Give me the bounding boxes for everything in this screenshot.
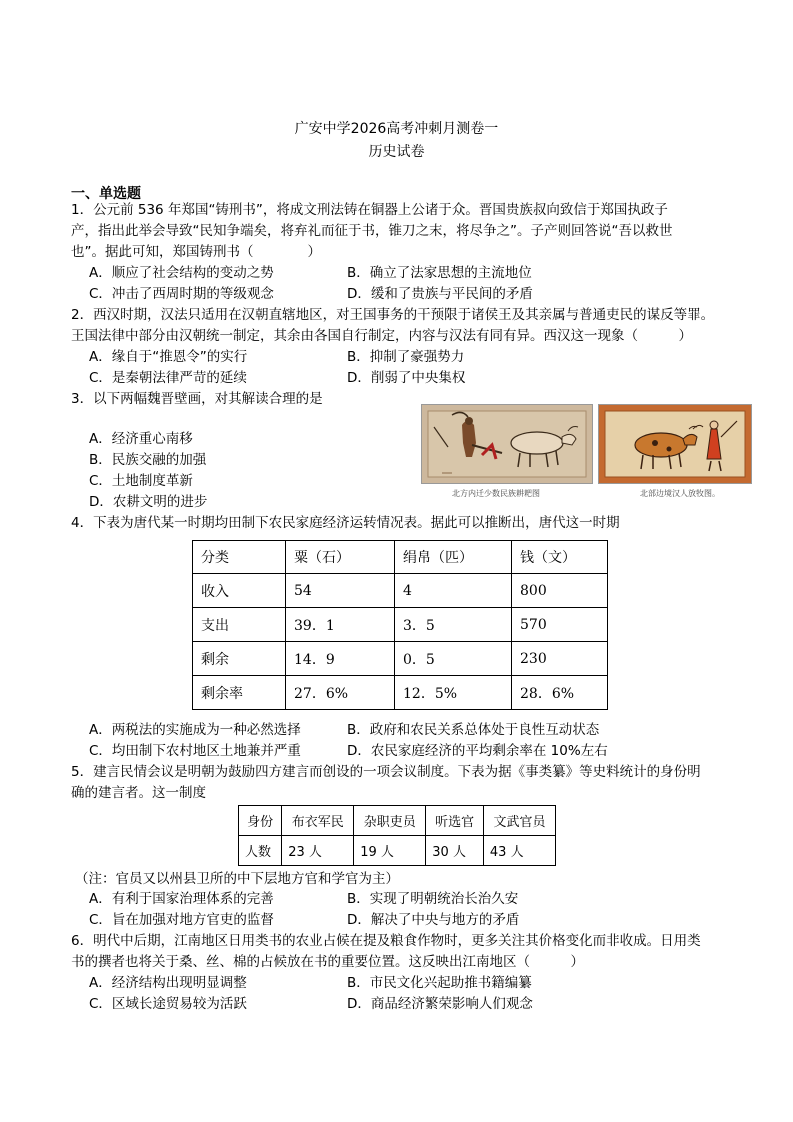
exam-subtitle: 历史试卷 bbox=[368, 144, 425, 160]
q6-option-c: C．区域长途贸易较为活跃 bbox=[89, 996, 247, 1012]
table-cell: 54 bbox=[286, 574, 395, 608]
table-cell: 人数 bbox=[239, 836, 282, 866]
mural-plowing-image bbox=[421, 404, 593, 484]
q5-line-1: 5．建言民情会议是明朝为鼓励四方建言而创设的一项会议制度。下表为据《事类纂》等史料统计的身份明 bbox=[71, 764, 701, 780]
q1-option-b: B．确立了法家思想的主流地位 bbox=[347, 265, 532, 281]
table-cell: 支出 bbox=[193, 608, 286, 642]
table-row bbox=[193, 642, 608, 676]
q3-option-c: C．土地制度革新 bbox=[89, 473, 193, 489]
herding-mural-illustration bbox=[599, 405, 751, 483]
table-row bbox=[193, 574, 608, 608]
q2-line-1: 2．西汉时期，汉法只适用在汉朝直辖地区，对王国事务的干预限于诸侯王及其亲属与普通吏民的谋反等罪。 bbox=[71, 307, 715, 323]
table-row bbox=[193, 608, 608, 642]
table-cell: 230 bbox=[512, 642, 608, 676]
section-heading: 一、单选题 bbox=[71, 186, 141, 202]
q5-option-c: C．旨在加强对地方官吏的监督 bbox=[89, 912, 274, 928]
q1-line-3: 也”。据此可知，郑国铸刑书（ ） bbox=[71, 244, 321, 260]
q4-table-header-row bbox=[193, 541, 608, 574]
q5-table-header-cell: 杂职吏员 bbox=[354, 806, 426, 836]
q5-table-header-cell: 听选官 bbox=[426, 806, 484, 836]
q6-line-1: 6．明代中后期，江南地区日用类书的农业占候在提及粮食作物时，更多关注其价格变化而非收成。日用类 bbox=[71, 933, 701, 949]
table-cell: 570 bbox=[512, 608, 608, 642]
table-cell: 39．1 bbox=[286, 608, 395, 642]
q5-table-header-cell: 文武官员 bbox=[483, 806, 555, 836]
table-cell: 14．9 bbox=[286, 642, 395, 676]
q4-table-header-cell: 分类 bbox=[193, 541, 286, 574]
table-cell: 0．5 bbox=[395, 642, 512, 676]
q3-option-b: B．民族交融的加强 bbox=[89, 452, 207, 468]
q5-table bbox=[238, 805, 556, 866]
q4-option-b: B．政府和农民关系总体处于良性互动状态 bbox=[347, 722, 600, 738]
q4-table-header-cell: 绢帛（匹） bbox=[395, 541, 512, 574]
q3-option-a: A．经济重心南移 bbox=[89, 431, 193, 447]
q6-option-b: B．市民文化兴起助推书籍编纂 bbox=[347, 975, 532, 991]
table-cell: 27．6% bbox=[286, 676, 395, 710]
table-cell: 12．5% bbox=[395, 676, 512, 710]
q4-table-header-cell: 钱（文） bbox=[512, 541, 608, 574]
q5-option-d: D．解决了中央与地方的矛盾 bbox=[347, 912, 520, 928]
q5-line-2: 确的建言者。这一制度 bbox=[71, 785, 206, 801]
table-row bbox=[193, 676, 608, 710]
table-cell: 30 人 bbox=[426, 836, 484, 866]
table-cell: 23 人 bbox=[282, 836, 354, 866]
q2-option-a: A．缘自于“推恩令”的实行 bbox=[89, 349, 248, 365]
table-cell: 800 bbox=[512, 574, 608, 608]
q4-option-d: D．农民家庭经济的平均剩余率在 10%左右 bbox=[347, 743, 608, 759]
q1-line-2: 产，指出此举会导致“民知争端矣，将弃礼而征于书，锥刀之末，将尽争之”。子产则回答说“吾以救世 bbox=[71, 223, 673, 239]
table-row bbox=[239, 836, 556, 866]
table-cell: 剩余率 bbox=[193, 676, 286, 710]
q1-option-a: A．顺应了社会结构的变动之势 bbox=[89, 265, 274, 281]
q4-option-c: C．均田制下农村地区土地兼并严重 bbox=[89, 743, 301, 759]
mural-herding-caption: 北部边境汉人放牧图。 bbox=[640, 489, 720, 498]
mural-plowing-caption: 北方内迁少数民族耕耙图 bbox=[452, 489, 540, 498]
exam-title: 广安中学2026高考冲刺月测卷一 bbox=[294, 121, 499, 137]
q2-option-c: C．是秦朝法律严苛的延续 bbox=[89, 370, 247, 386]
q6-line-2: 书的撰者也将关于桑、丝、棉的占候放在书的重要位置。这反映出江南地区（ ） bbox=[71, 954, 584, 970]
q2-option-b: B．抑制了豪强势力 bbox=[347, 349, 465, 365]
q6-option-a: A．经济结构出现明显调整 bbox=[89, 975, 247, 991]
table-cell: 28．6% bbox=[512, 676, 608, 710]
q5-option-b: B．实现了明朝统治长治久安 bbox=[347, 891, 519, 907]
q3-line-1: 3．以下两幅魏晋壁画，对其解读合理的是 bbox=[71, 391, 323, 407]
table-cell: 19 人 bbox=[354, 836, 426, 866]
q3-option-d: D．农耕文明的进步 bbox=[89, 494, 208, 510]
q2-option-d: D．削弱了中央集权 bbox=[347, 370, 466, 386]
q5-table-header-row bbox=[239, 806, 556, 836]
q1-line-1: 1．公元前 536 年郑国“铸刑书”，将成文刑法铸在铜器上公诸于众。晋国贵族叔向致信于郑国执政子 bbox=[71, 202, 668, 218]
table-cell: 剩余 bbox=[193, 642, 286, 676]
table-cell: 收入 bbox=[193, 574, 286, 608]
q2-line-2: 王国法律中部分由汉朝统一制定，其余由各国自行制定，内容与汉法有同有异。西汉这一现象（ ） bbox=[71, 328, 692, 344]
q5-note: （注：官员又以州县卫所的中下层地方官和学官为主） bbox=[75, 871, 399, 887]
q5-option-a: A．有利于国家治理体系的完善 bbox=[89, 891, 274, 907]
q4-line-1: 4．下表为唐代某一时期均田制下农民家庭经济运转情况表。据此可以推断出，唐代这一时期 bbox=[71, 515, 620, 531]
q5-table-header-cell: 身份 bbox=[239, 806, 282, 836]
q6-option-d: D．商品经济繁荣影响人们观念 bbox=[347, 996, 533, 1012]
table-cell: 3．5 bbox=[395, 608, 512, 642]
q4-table bbox=[192, 540, 608, 710]
q4-table-header-cell: 粟（石） bbox=[286, 541, 395, 574]
q5-table-header-cell: 布衣军民 bbox=[282, 806, 354, 836]
table-cell: 43 人 bbox=[483, 836, 555, 866]
mural-herding-image bbox=[598, 404, 752, 484]
q4-option-a: A．两税法的实施成为一种必然选择 bbox=[89, 722, 301, 738]
q1-option-d: D．缓和了贵族与平民间的矛盾 bbox=[347, 286, 533, 302]
plowing-mural-illustration bbox=[422, 405, 592, 483]
table-cell: 4 bbox=[395, 574, 512, 608]
q1-option-c: C．冲击了西周时期的等级观念 bbox=[89, 286, 274, 302]
